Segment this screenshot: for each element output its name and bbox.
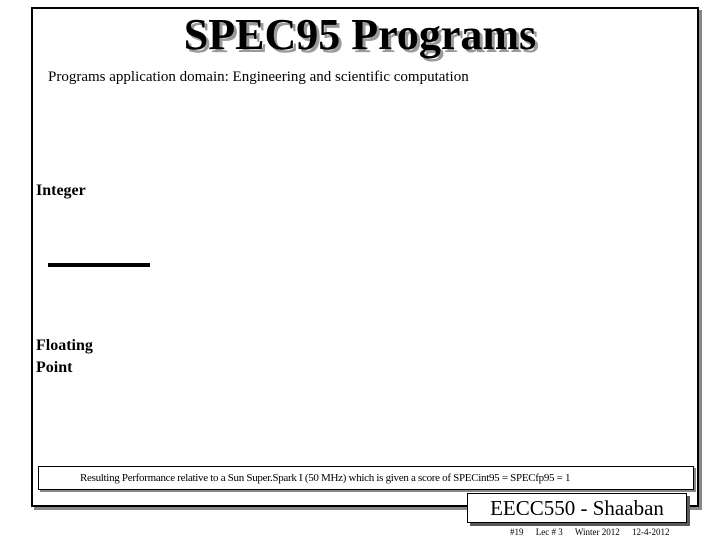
slide-number: #19 [510,527,524,537]
course-brand: EECC550 - Shaaban [490,496,664,520]
section-divider [48,263,150,267]
performance-note: Resulting Performance relative to a Sun Super.Spark I (50 MHz) which is given a score of SPECint95 = SPECfp95 = 1 [80,472,571,484]
slide-subtitle: Programs application domain: Engineering and scientific computation [48,69,469,85]
integer-label: Integer [36,182,86,199]
date-label: 12-4-2012 [631,527,670,537]
floating-point-label [36,335,93,379]
floating-point-label-line2: Point [36,359,73,376]
lecture-number: Lec # 3 [535,527,563,537]
floating-point-label-line1: Floating [36,337,93,354]
course-brand-box [467,493,687,523]
slide-footer [510,527,669,538]
term-label: Winter 2012 [574,527,620,537]
slide-title: SPEC95 Programs [183,10,537,59]
